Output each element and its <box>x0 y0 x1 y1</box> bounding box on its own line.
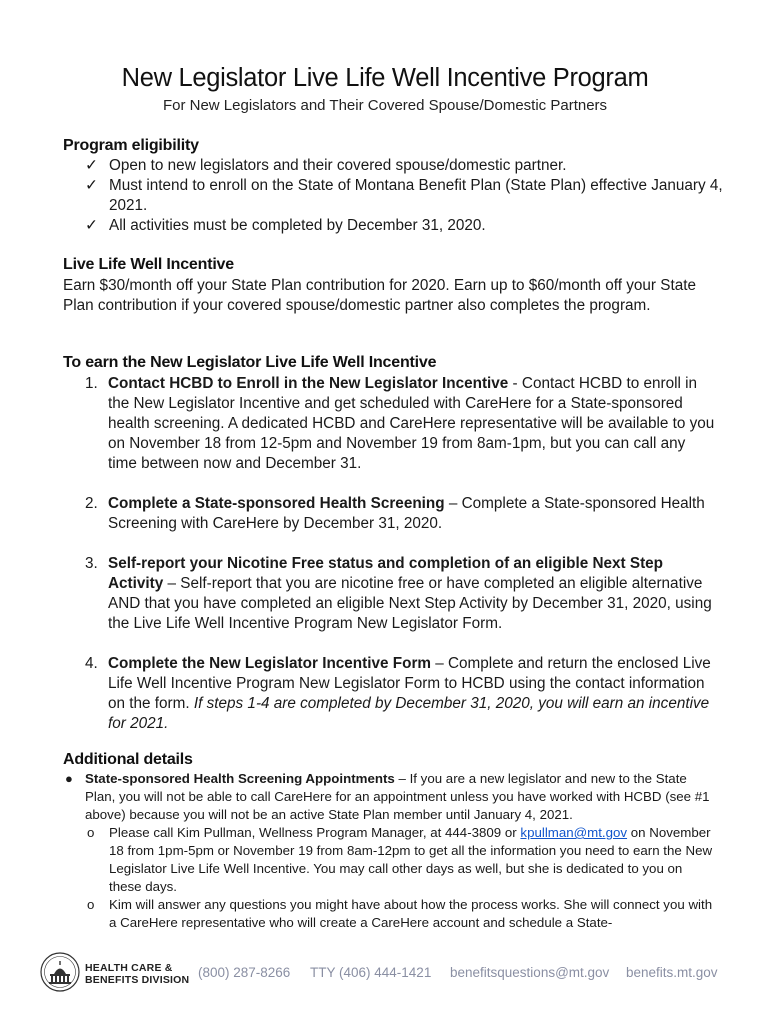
list-item <box>63 896 713 932</box>
page-title: New Legislator Live Life Well Incentive Program <box>121 64 649 92</box>
eligibility-item-text: Open to new legislators and their covered spouse/domestic partner. <box>109 157 567 174</box>
eligibility-item-text: Must intend to enroll on the State of Montana Benefit Plan (State Plan) effective January 4, 2021. <box>109 177 723 214</box>
list-item <box>85 216 725 236</box>
list-item <box>85 176 725 216</box>
checkmark-icon: ✓ <box>85 217 98 234</box>
step-2 <box>85 494 715 534</box>
step-number: 4. <box>85 655 98 672</box>
bullet-icon: ● <box>65 771 73 786</box>
sub-bullet-text: on November 18 from 1pm-5pm or November 19 from 8am-12pm to get all the information you need to earn the New Legislator Live Life Well Incentive. You may call other days as well, but she is dedicated to you on these days. <box>109 825 713 894</box>
email-link[interactable]: kpullman@mt.gov <box>520 825 628 840</box>
list-item <box>85 156 725 176</box>
earn-heading: To earn the New Legislator Live Life Well Incentive <box>63 354 437 371</box>
page-subtitle: For New Legislators and Their Covered Spouse/Domestic Partners <box>162 97 608 114</box>
step-title: Self-report your Nicotine Free status and completion of an eligible Next Step Activity <box>108 555 664 592</box>
checkmark-icon: ✓ <box>85 157 98 174</box>
sub-bullet-icon: o <box>87 897 95 912</box>
list-item <box>63 770 713 824</box>
footer-email[interactable]: benefitsquestions@mt.gov <box>450 965 610 980</box>
page-footer <box>0 950 770 1000</box>
eligibility-item-text: All activities must be completed by December 31, 2020. <box>109 217 486 234</box>
eligibility-heading: Program eligibility <box>63 137 199 154</box>
step-number: 3. <box>85 555 98 572</box>
sub-bullet-text: Please call Kim Pullman, Wellness Program Manager, at 444-3809 or <box>109 825 521 840</box>
step-title: Contact HCBD to Enroll in the New Legislator Incentive <box>108 375 509 392</box>
sub-bullet-text: Kim will answer any questions you might have about how the process works. She will connect you with a CareHere representative who will create a CareHere account and schedule a State- <box>109 897 713 930</box>
additional-heading: Additional details <box>63 751 193 768</box>
step-title: Complete the New Legislator Incentive Form <box>108 655 431 672</box>
step-note: If steps 1-4 are completed by December 31, 2020, you will earn an incentive for 2021. <box>108 695 710 732</box>
step-number: 1. <box>85 375 98 392</box>
list-item <box>63 824 713 896</box>
step-4 <box>85 654 715 734</box>
step-3 <box>85 554 715 634</box>
additional-details-list <box>63 770 713 932</box>
capitol-seal-icon <box>40 952 80 992</box>
eligibility-list <box>85 156 725 236</box>
footer-phone[interactable]: (800) 287-8266 <box>198 965 291 980</box>
step-title: Complete a State-sponsored Health Screening <box>108 495 445 512</box>
logo-line: BENEFITS DIVISION <box>85 974 190 986</box>
sub-bullet-icon: o <box>87 825 95 840</box>
bullet-text: – If you are a new legislator and new to the State Plan, you will not be able to call CareHere for an appointment unless you have worked with HCBD (see #1 above) because you will not be an active State Plan member until January 4, 2021. <box>85 771 710 822</box>
footer-website[interactable]: benefits.mt.gov <box>626 965 718 980</box>
step-1 <box>85 374 715 474</box>
footer-tty[interactable]: TTY (406) 444-1421 <box>310 965 432 980</box>
step-text: – Self-report that you are nicotine free or have completed an eligible alternative AND that you have completed an eligible Next Step Activity by December 31, 2020, using the Live Life Well Incentive Program New Legislator Form. <box>108 575 712 632</box>
bullet-title: State-sponsored Health Screening Appointments <box>85 771 395 786</box>
step-text: - Contact HCBD to enroll in the New Legislator Incentive and get scheduled with CareHere for a State-sponsored health screening. A dedicated HCBD and CareHere representative will be available to you on November 18 from 12-5pm and November 19 from 8am-1pm, but you can call any time between now and December 31. <box>108 375 715 472</box>
incentive-heading: Live Life Well Incentive <box>63 256 234 273</box>
division-logo-text <box>85 962 189 986</box>
step-text: – Complete a State-sponsored Health Screening with CareHere by December 31, 2020. <box>108 495 705 532</box>
step-number: 2. <box>85 495 98 512</box>
checkmark-icon: ✓ <box>85 177 98 194</box>
step-text: – Complete and return the enclosed Live Life Well Incentive Program New Legislator Form to HCBD using the contact information on the form. <box>108 655 711 712</box>
incentive-text: Earn $30/month off your State Plan contribution for 2020. Earn up to $60/month off your State Plan contribution if your covered spouse/domestic partner also completes the program. <box>63 277 696 314</box>
logo-line: HEALTH CARE & <box>85 962 173 974</box>
